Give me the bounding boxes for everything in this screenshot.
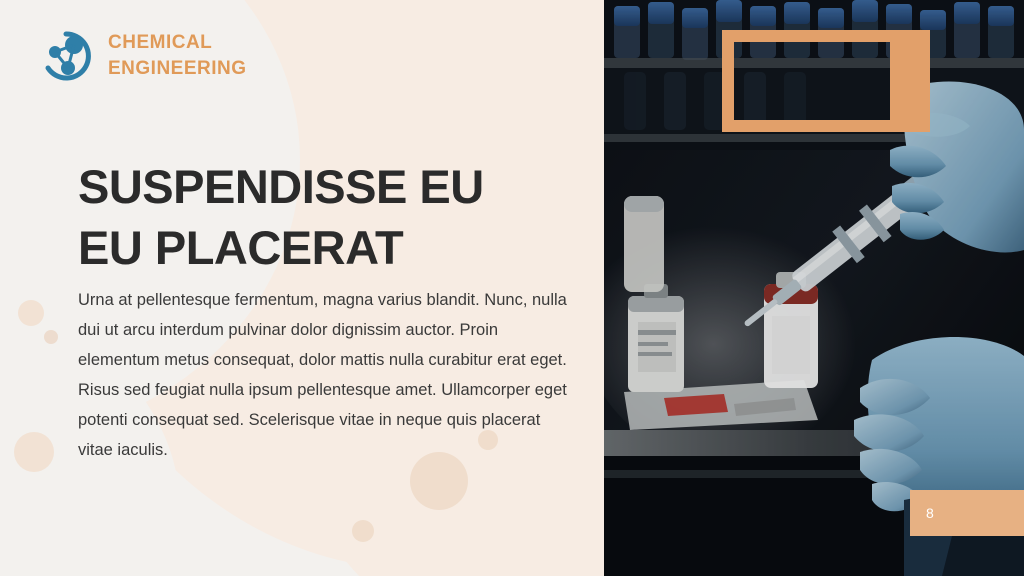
brand-logo-line2: ENGINEERING — [108, 58, 247, 79]
brand-logo — [38, 28, 247, 84]
accent-frame-block — [890, 42, 930, 132]
molecule-icon — [38, 28, 94, 84]
decorative-dot — [44, 330, 58, 344]
page-title: SUSPENDISSE EU EU PLACERAT — [78, 160, 484, 274]
body-paragraph: Urna at pellentesque fermentum, magna varius blandit. Nunc, nulla dui ut arcu interdum pulvinar dolor dignissim auctor. Proin elementum metus consequat, dolor mattis nulla curabitur erat eget. Risus sed feugiat nulla ipsum pellentesque amet. Ullamcorper eget potenti consequat sed. Scelerisque vitae in neque quis placerat vitae iaculis. — [78, 290, 567, 459]
page-number-badge: 8 — [910, 490, 1024, 536]
brand-logo-text — [108, 30, 247, 81]
decorative-dot — [14, 432, 54, 472]
brand-logo-line1: CHEMICAL — [108, 32, 213, 54]
decorative-dot — [18, 300, 44, 326]
decorative-dot — [352, 520, 374, 542]
